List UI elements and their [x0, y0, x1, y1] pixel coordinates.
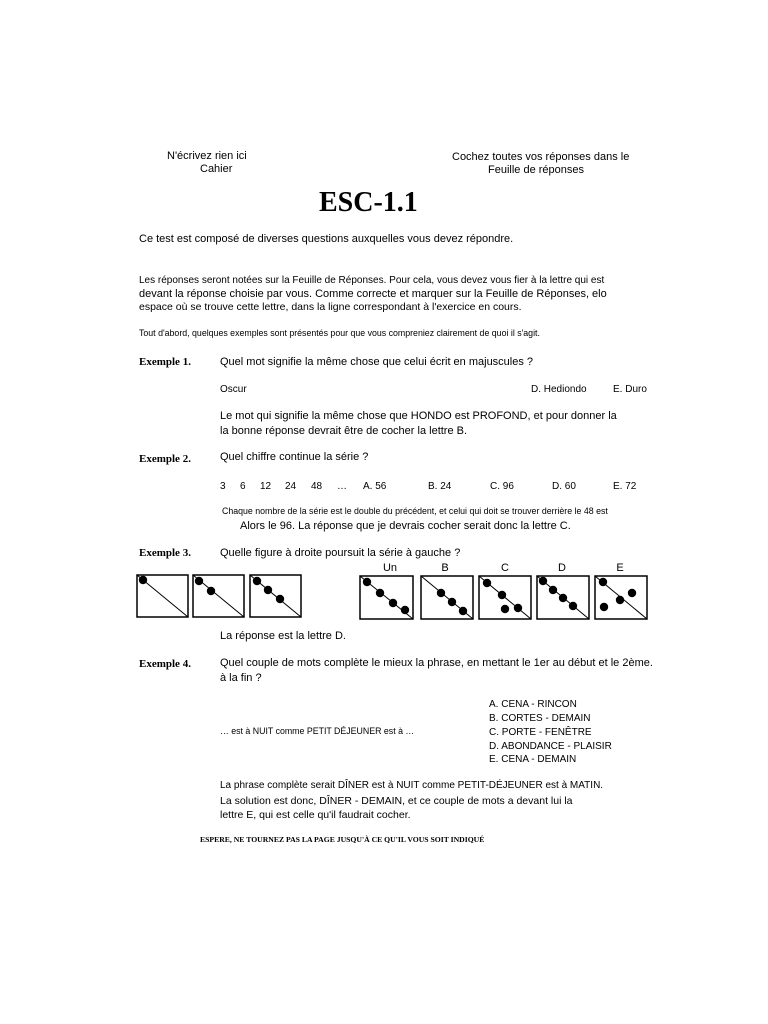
example-question: Quel couple de mots complète le mieux la phrase, en mettant le 1er au début et le 2ème. [220, 657, 653, 669]
example-option: E. 72 [613, 481, 637, 492]
figure-dot [401, 606, 409, 614]
option-figure-e [595, 576, 647, 619]
header-note-right: Cochez toutes vos réponses dans le [452, 151, 630, 163]
header-note-left: N'écrivez rien ici [167, 150, 247, 162]
example-label: Exemple 3. [139, 547, 191, 559]
figure-option-label: D [558, 562, 566, 574]
examples-note: Tout d'abord, quelques exemples sont présentés pour que vous compreniez clairement de quoi il s'agit. [139, 328, 540, 338]
figure-dot [459, 607, 467, 615]
example-explanation: La réponse est la lettre D. [220, 630, 346, 642]
figure-dot [616, 596, 624, 604]
series-figure-3 [250, 575, 301, 617]
series-number: 12 [260, 481, 272, 492]
figure-option-label: B [441, 562, 449, 574]
option-figure-c [479, 576, 531, 619]
example-option: C. PORTE - FENÊTRE [489, 727, 592, 738]
figure-dot [559, 594, 567, 602]
example-explanation: La phrase complète serait DÎNER est à NUIT comme PETIT-DÉJEUNER est à MATIN. [220, 780, 604, 791]
series-number: 6 [240, 481, 246, 492]
example-option: D. Hediondo [531, 384, 587, 395]
figure-dot [599, 578, 607, 586]
page-title: ESC-1.1 [319, 187, 418, 218]
figure-dot [539, 577, 547, 585]
figure-dot [600, 603, 608, 611]
figure-dot [437, 589, 445, 597]
example-question: à la fin ? [220, 672, 262, 684]
figure-dot [139, 576, 147, 584]
instruction-line: espace où se trouve cette lettre, dans la ligne correspondant à l'exercice en cours. [139, 301, 522, 313]
series-figure-2 [193, 575, 244, 617]
example-question: Quel chiffre continue la série ? [220, 451, 369, 463]
example-option: A. CENA - RINCON [489, 699, 577, 710]
example-option: B. CORTES - DEMAIN [489, 713, 591, 724]
intro-text: Ce test est composé de diverses questions auxquelles vous devez répondre. [139, 233, 514, 245]
example-explanation: la bonne réponse devrait être de cocher la lettre B. [220, 425, 468, 437]
header-note-right-sheet: Feuille de réponses [488, 164, 585, 176]
series-number: 24 [285, 481, 297, 492]
example-option: E. Duro [613, 384, 647, 395]
example-option: C. 96 [490, 481, 514, 492]
figure-dot [501, 605, 509, 613]
example-option: D. 60 [552, 481, 576, 492]
example-option: D. ABONDANCE - PLAISIR [489, 741, 612, 752]
instruction-line: Les réponses seront notées sur la Feuille de Réponses. Pour cela, vous devez vous fier à la lettre qui est [139, 275, 605, 286]
example-explanation: lettre E, qui est celle qu'il faudrait cocher. [220, 809, 411, 821]
example-explanation: Le mot qui signifie la même chose que HONDO est PROFOND, et pour donner la [220, 410, 617, 422]
series-figure-1 [137, 575, 188, 617]
series-number: 48 [311, 481, 323, 492]
example-option: Oscur [220, 384, 247, 395]
option-figure-d [537, 576, 589, 619]
figure-dot [363, 578, 371, 586]
figure-series [130, 570, 655, 625]
figure-dot [569, 602, 577, 610]
header-note-left-booklet: Cahier [200, 163, 233, 175]
figure-dot [448, 598, 456, 606]
example-label: Exemple 1. [139, 356, 191, 368]
example-question: Quelle figure à droite poursuit la série à gauche ? [220, 547, 461, 559]
example-label: Exemple 2. [139, 453, 191, 465]
figure-dot [264, 586, 272, 594]
figure-dot [195, 577, 203, 585]
example-explanation: Chaque nombre de la série est le double du précédent, et celui qui doit se trouver derrière le 48 est [222, 506, 608, 516]
figure-dot [483, 579, 491, 587]
figure-option-label: E [616, 562, 624, 574]
footer-instruction: ESPERE, NE TOURNEZ PAS LA PAGE JUSQU'À CE QU'IL VOUS SOIT INDIQUÉ [200, 835, 485, 844]
figure-dot [514, 604, 522, 612]
example-question: Quel mot signifie la même chose que celui écrit en majuscules ? [220, 356, 534, 368]
series-ellipsis: … [337, 481, 347, 492]
example-option: E. CENA - DEMAIN [489, 754, 577, 765]
option-figure-a [360, 576, 413, 619]
figure-option-label: Un [382, 562, 398, 574]
option-figure-b [421, 576, 473, 619]
example-explanation: La solution est donc, DÎNER - DEMAIN, et ce couple de mots a devant lui la [220, 795, 573, 807]
figure-dot [628, 589, 636, 597]
figure-dot [207, 587, 215, 595]
example-label: Exemple 4. [139, 658, 191, 670]
figure-option-label: C [501, 562, 509, 574]
figure-dot [549, 586, 557, 594]
instruction-line: devant la réponse choisie par vous. Comme correcte et marquer sur la Feuille de Réponses, elo [139, 288, 607, 300]
example-option: B. 24 [428, 481, 452, 492]
figure-dot [276, 595, 284, 603]
figure-dot [376, 589, 384, 597]
example-explanation: Alors le 96. La réponse que je devrais cocher serait donc la lettre C. [240, 520, 571, 532]
figure-dot [498, 591, 506, 599]
figure-dot [253, 577, 261, 585]
example-option: A. 56 [363, 481, 387, 492]
figure-dot [389, 599, 397, 607]
series-number: 3 [220, 481, 226, 492]
example-sentence: … est à NUIT comme PETIT DÉJEUNER est à … [220, 726, 415, 736]
